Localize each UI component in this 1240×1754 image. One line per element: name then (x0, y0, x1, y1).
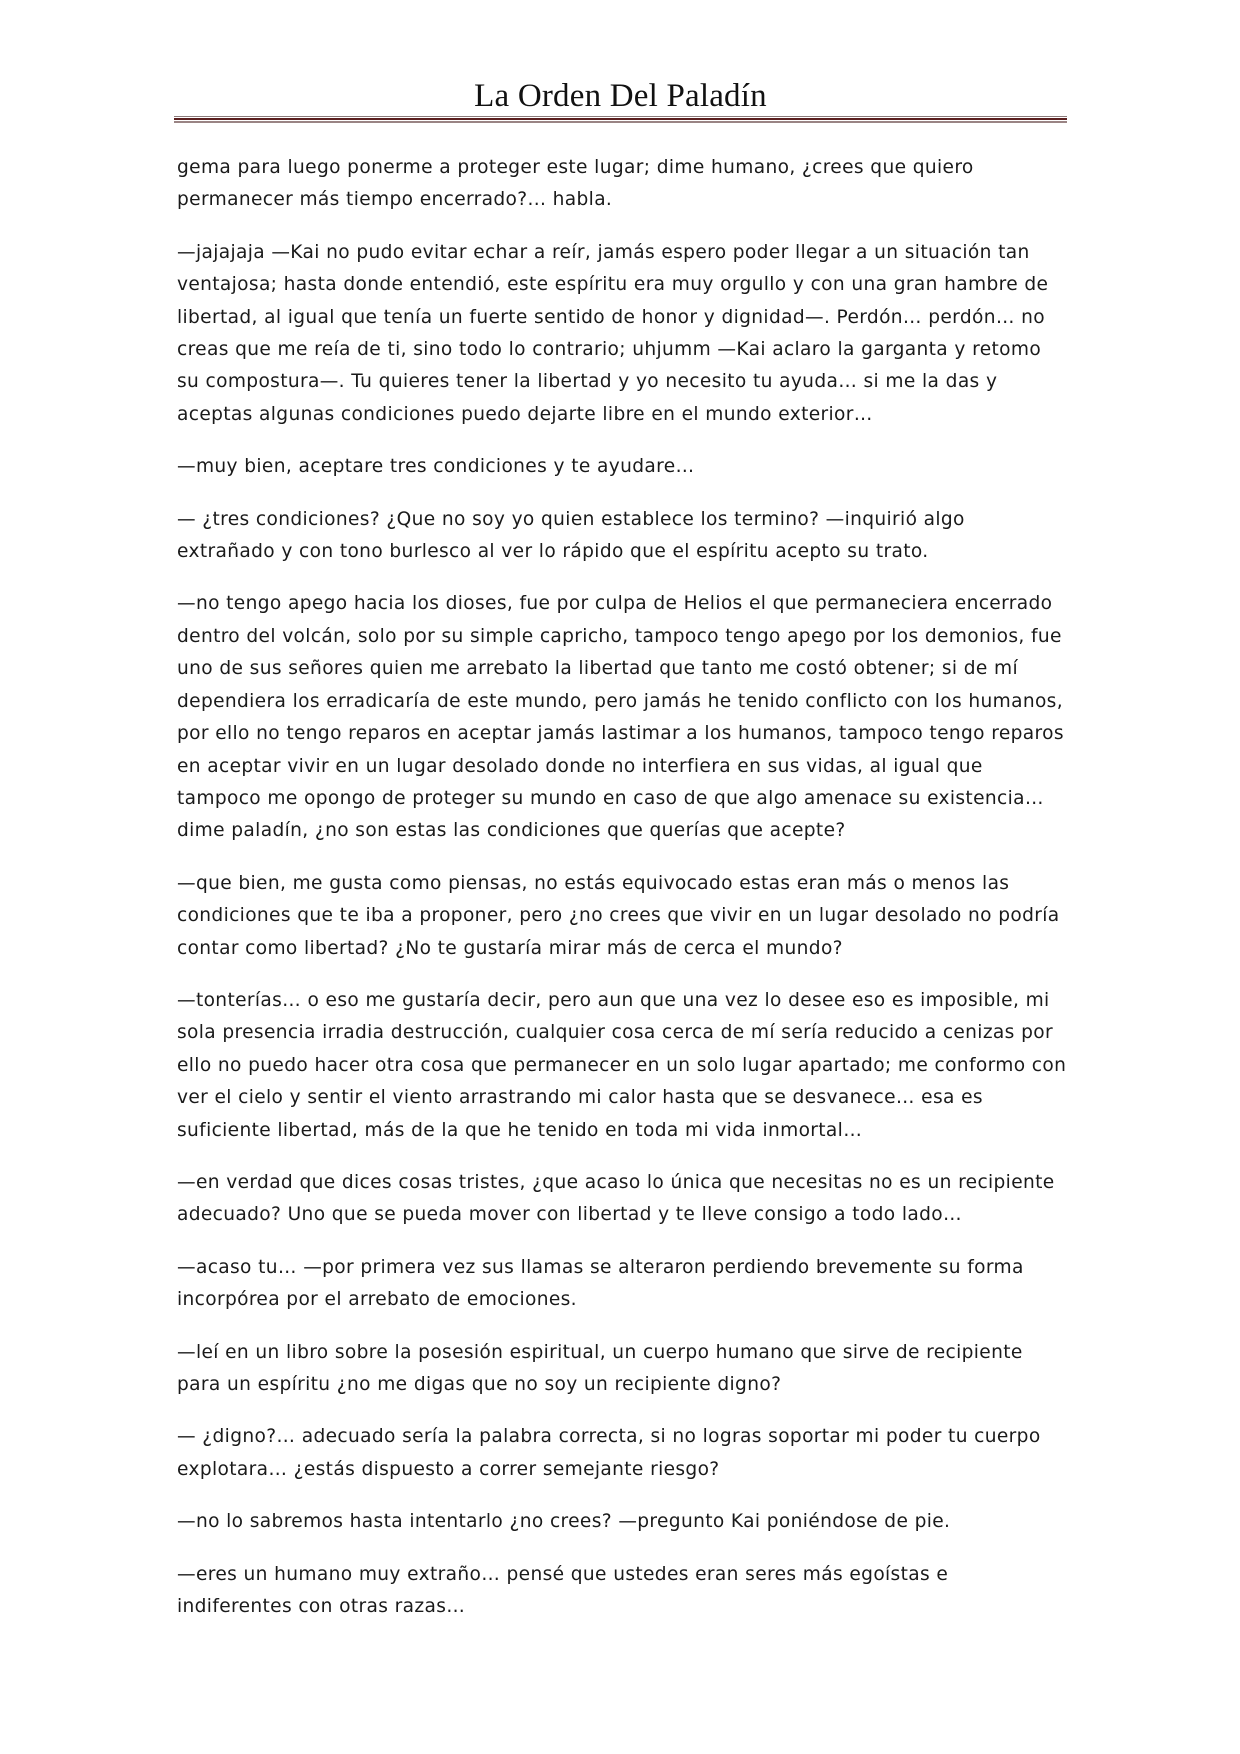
paragraph: —muy bien, aceptare tres condiciones y te ayudare… (177, 456, 695, 478)
paragraph: — ¿tres condiciones? ¿Que no soy yo quien establece los termino? —inquirió algo extrañado y con tono burlesco al ver lo rápido que el espíritu acepto su trato. (177, 508, 965, 563)
paragraph: gema para luego ponerme a proteger este lugar; dime humano, ¿crees que quiero permanecer más tiempo encerrado?... habla. (177, 157, 974, 211)
paragraph: —tonterías… o eso me gustaría decir, pero aun que una vez lo desee eso es imposible, mi sola presencia irradia destrucción, cualquier cosa cerca de mí sería reducido a cenizas por ello no puedo hacer otra cosa que permanecer en un solo lugar apartado; me conformo con ver el cielo y sentir el viento arrastrando mi calor hasta que se desvanece… esa es suficiente libertad, más de la que he tenido en toda mi vida inmortal… (177, 989, 1067, 1141)
paragraph: —leí en un libro sobre la posesión espiritual, un cuerpo humano que sirve de recipiente para un espíritu ¿no me digas que no soy un recipiente digno? (177, 1341, 1023, 1395)
divider-line-middle (174, 118, 1067, 120)
paragraph: —en verdad que dices cosas tristes, ¿que acaso lo única que necesitas no es un recipiente adecuado? Uno que se pueda mover con libertad y te lleve consigo a todo lado… (177, 1171, 1055, 1226)
header-divider (174, 116, 1067, 124)
paragraph: —eres un humano muy extraño… pensé que ustedes eran seres más egoístas e indiferentes con otras razas… (177, 1563, 949, 1618)
paragraph: —no lo sabremos hasta intentarlo ¿no crees? —pregunto Kai poniéndose de pie. (177, 1511, 951, 1533)
book-title: La Orden Del Paladín (474, 78, 767, 114)
paragraph: —que bien, me gusta como piensas, no estás equivocado estas eran más o menos las condiciones que te iba a proponer, pero ¿no crees que vivir en un lugar desolado no podría contar como libertad? ¿No te gustaría mirar más de cerca el mundo? (177, 872, 1060, 959)
paragraph: —jajajaja —Kai no pudo evitar echar a reír, jamás espero poder llegar a un situación tan ventajosa; hasta donde entendió, este espíritu era muy orgullo y con una gran hambre de libertad, al igual que tenía un fuerte sentido de honor y dignidad—. Perdón… perdón… no creas que me reía de ti, sino todo lo contrario; uhjumm —Kai aclaro la garganta y retomo su compostura—. Tu quieres tener la libertad y yo necesito tu ayuda… si me la das y aceptas algunas condiciones puedo dejarte libre en el mundo exterior… (177, 241, 1049, 425)
paragraph: —acaso tu… —por primera vez sus llamas se alteraron perdiendo brevemente su forma incorpórea por el arrebato de emociones. (177, 1256, 1024, 1311)
divider-line-bottom (174, 121, 1067, 123)
divider-line-top (174, 116, 1067, 117)
paragraph: —no tengo apego hacia los dioses, fue por culpa de Helios el que permaneciera encerrado dentro del volcán, solo por su simple capricho, tampoco tengo apego por los demonios, fue uno de sus señores quien me arrebato la libertad que tanto me costó obtener; si de mí dependiera los erradicaría de este mundo, pero jamás he tenido conflicto con los humanos, por ello no tengo reparos en aceptar jamás lastimar a los humanos, tampoco tengo reparos en aceptar vivir en un lugar desolado donde no interfiera en sus vidas, al igual que tampoco me opongo de proteger su mundo en caso de que algo amenace su existencia… dime paladín, ¿no son estas las condiciones que querías que acepte? (177, 593, 1064, 842)
body-text (177, 152, 1067, 1643)
page-header (174, 70, 1067, 122)
paragraph: — ¿digno?… adecuado sería la palabra correcta, si no logras soportar mi poder tu cuerpo explotara… ¿estás dispuesto a correr semejante riesgo? (177, 1426, 1041, 1480)
